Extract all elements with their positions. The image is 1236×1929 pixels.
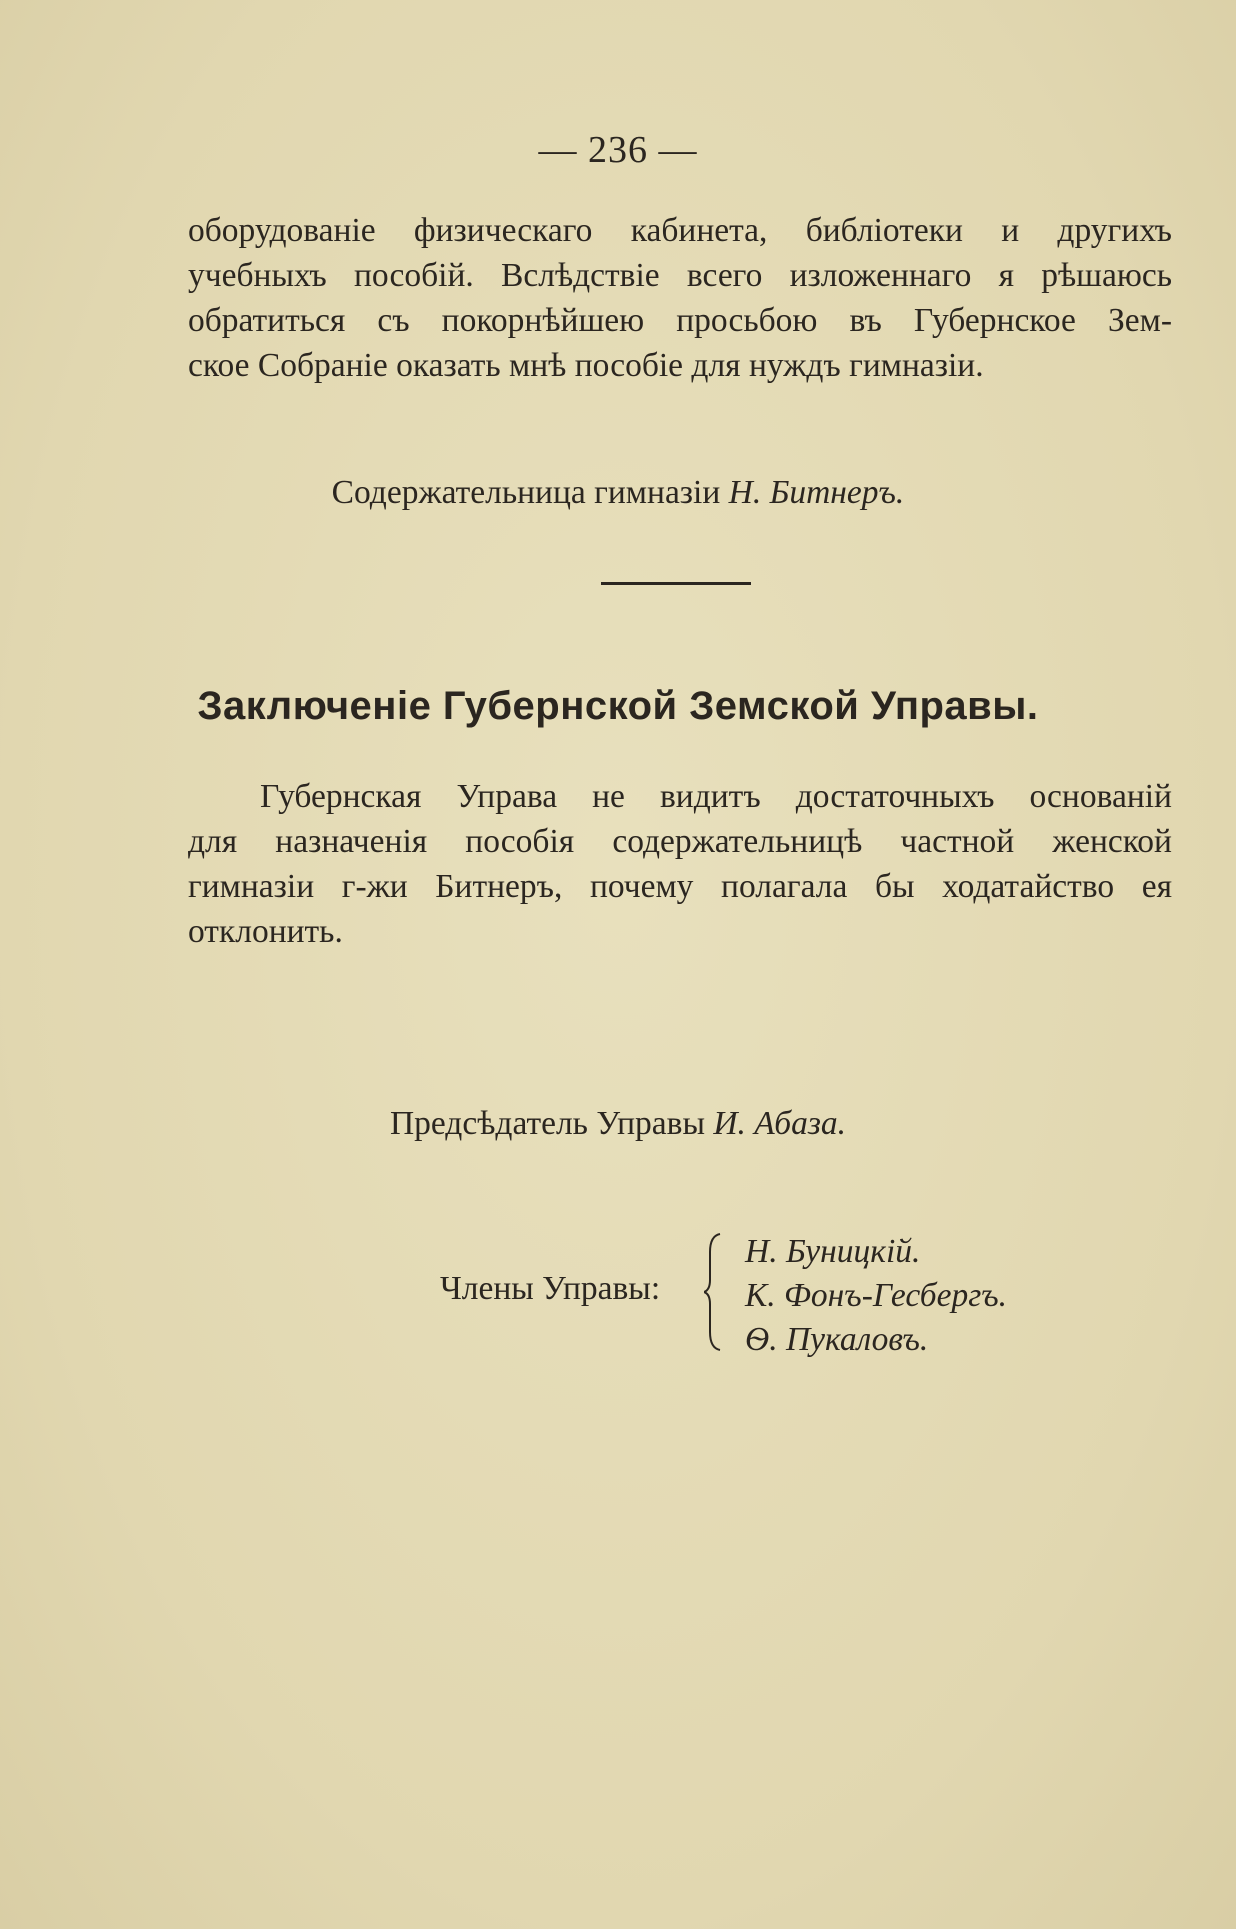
chairman-label: Предсѣдатель Управы bbox=[389, 1105, 705, 1142]
intro-paragraph bbox=[188, 208, 1172, 388]
member-name: Н. Буницкій. bbox=[745, 1233, 921, 1270]
conclusion-line: гимназіи г-жи Битнеръ, почему полагала бы ходатайство ея bbox=[188, 868, 1172, 905]
signature-name: Н. Битнеръ. bbox=[728, 474, 905, 511]
chairman-line bbox=[0, 1105, 1236, 1143]
conclusion-line: для назначенія пособія содержательницѣ частной женской bbox=[188, 823, 1172, 860]
members-list bbox=[745, 1230, 1007, 1362]
section-heading: Заключеніе Губернской Земской Управы. bbox=[197, 684, 1039, 728]
conclusion-line: отклонить. bbox=[188, 913, 343, 950]
chairman-name: И. Абаза. bbox=[713, 1105, 847, 1142]
members-label: Члены Управы: bbox=[440, 1270, 661, 1307]
intro-line: оборудованіе физическаго кабинета, библіотеки и другихъ bbox=[188, 212, 1172, 249]
signature-label: Содержательница гимназіи bbox=[331, 474, 721, 511]
member-name: Ѳ. Пукаловъ. bbox=[745, 1321, 929, 1358]
intro-line: обратиться съ покорнѣйшею просьбою въ Губернское Зем- bbox=[188, 302, 1172, 339]
intro-line: ское Собраніе оказать мнѣ пособіе для нуждъ гимназіи. bbox=[188, 347, 984, 384]
member-name: К. Фонъ-Гесбергъ. bbox=[745, 1277, 1008, 1314]
brace-icon bbox=[704, 1232, 724, 1352]
conclusion-line: Губернская Управа не видитъ достаточныхъ основаній bbox=[260, 778, 1172, 815]
intro-line: учебныхъ пособій. Вслѣдствіе всего изложеннаго я рѣшаюсь bbox=[188, 257, 1172, 294]
conclusion-paragraph bbox=[188, 774, 1172, 954]
section-divider bbox=[601, 582, 751, 585]
signature-line bbox=[0, 474, 1236, 512]
page-number: — 236 — bbox=[538, 129, 698, 171]
